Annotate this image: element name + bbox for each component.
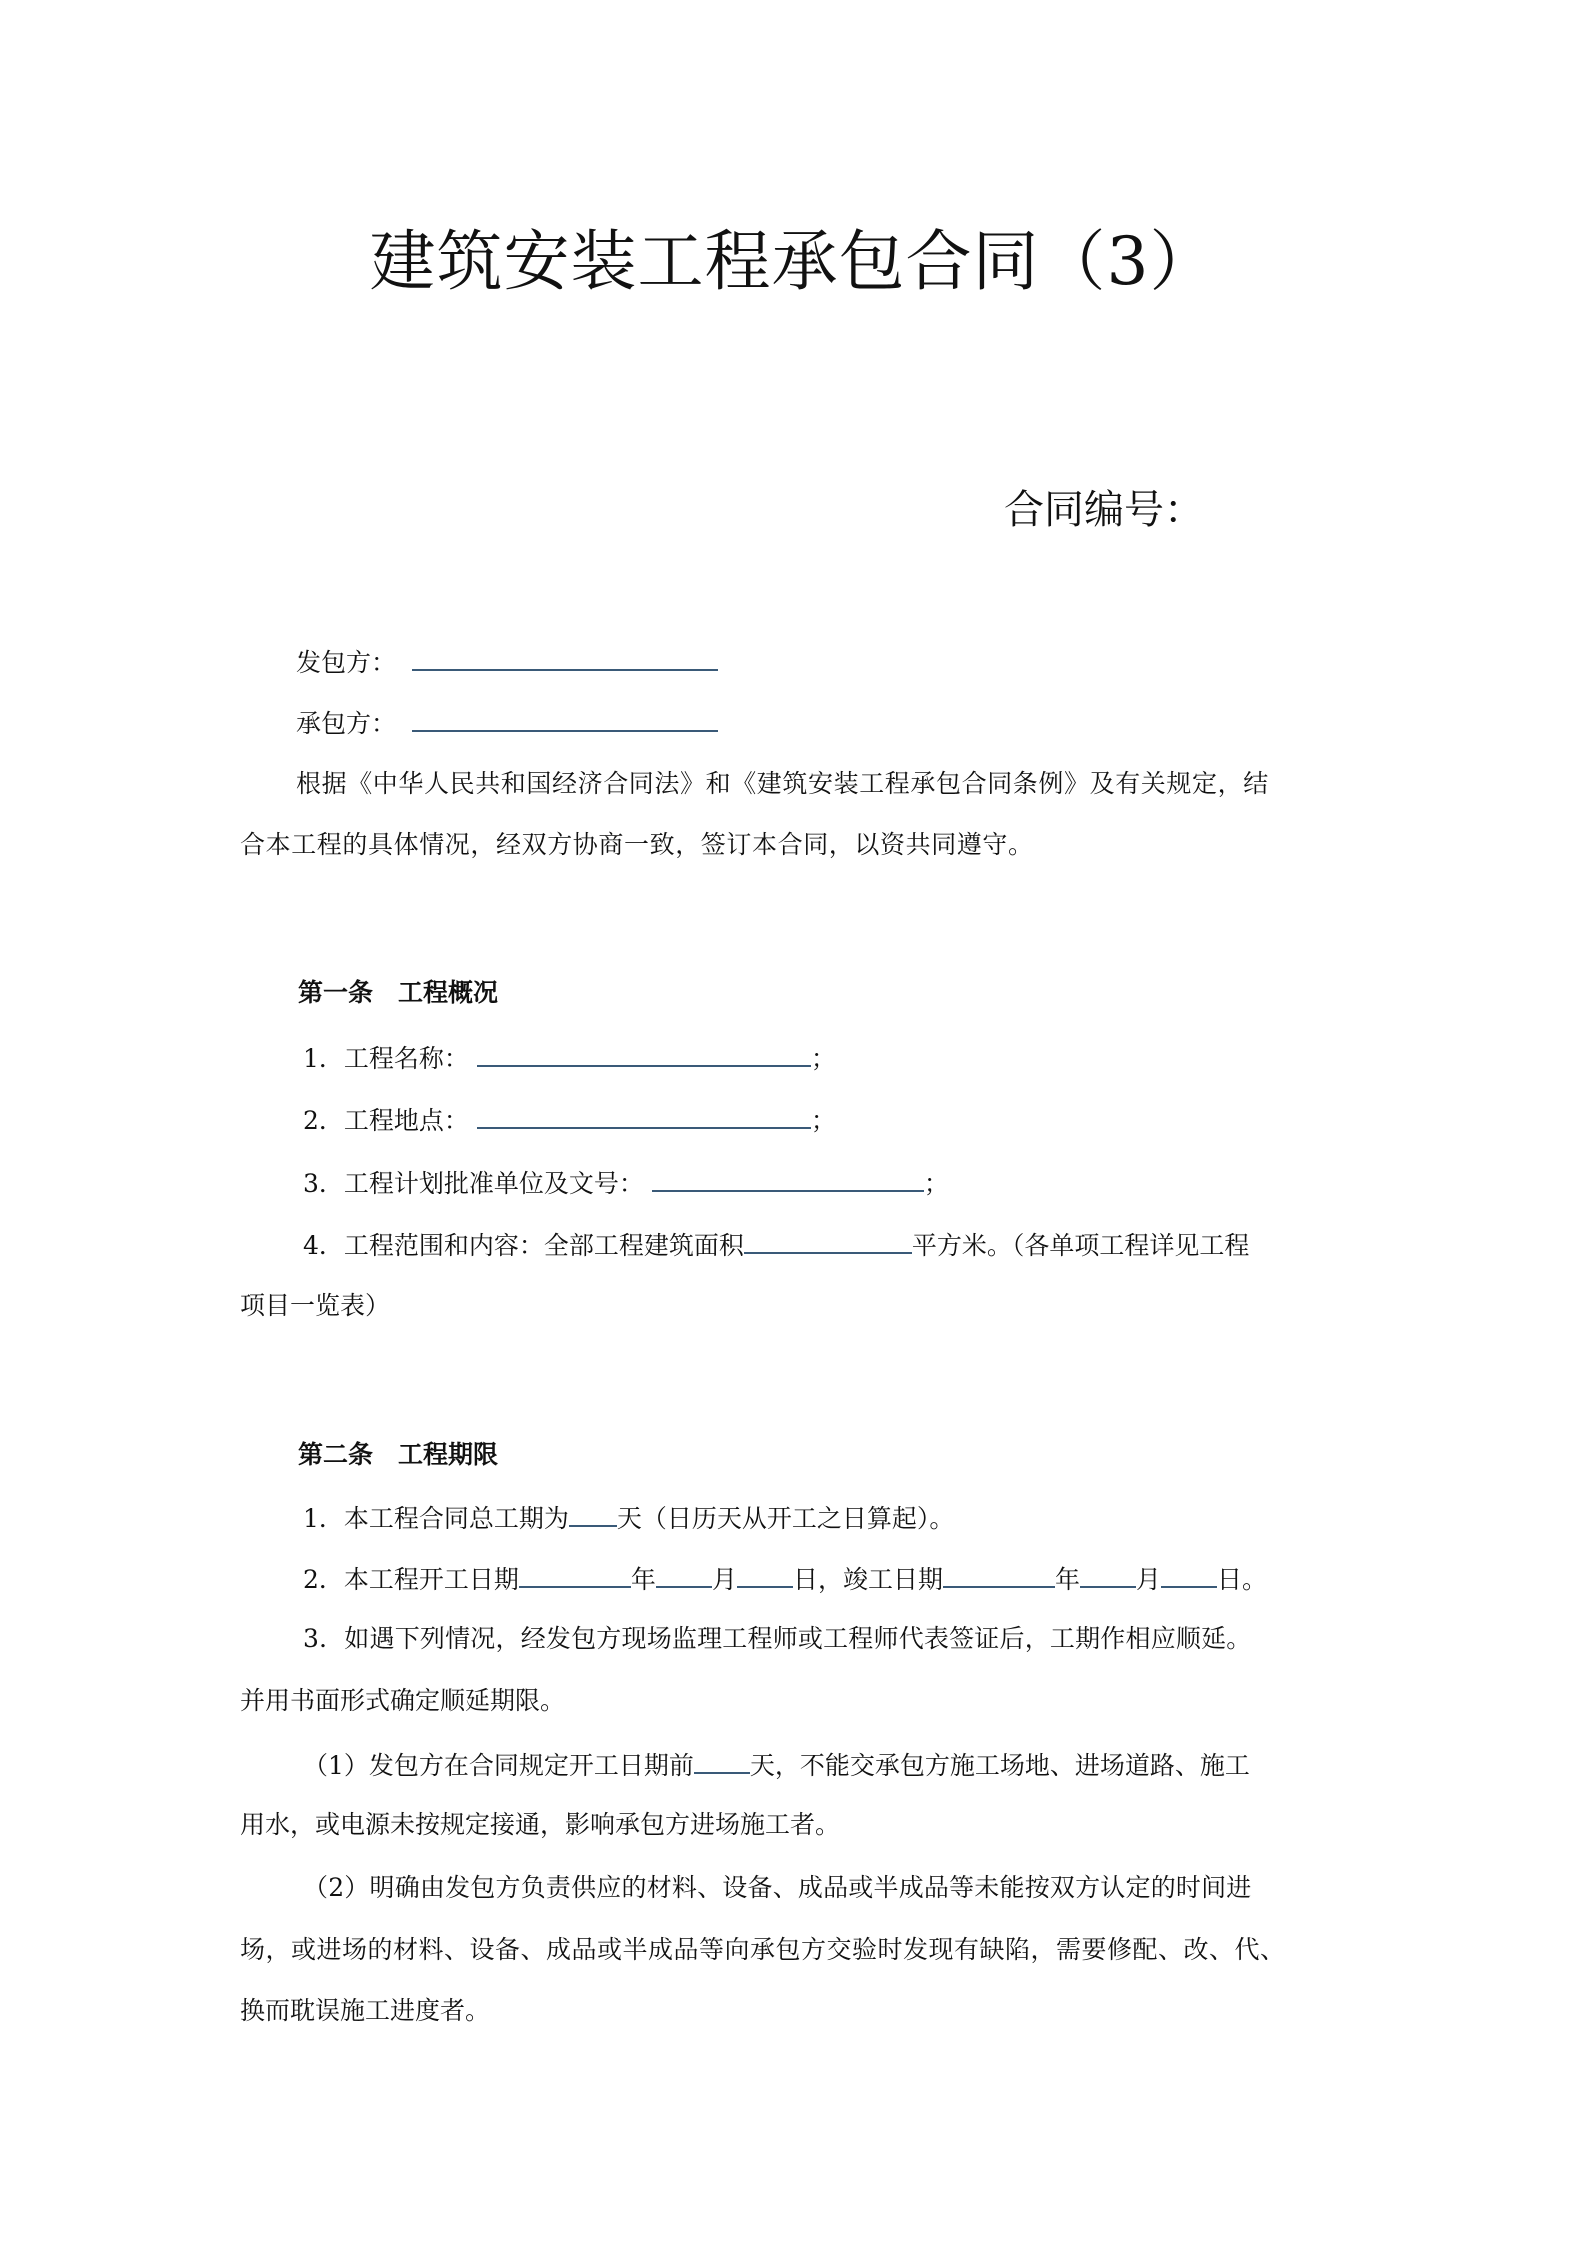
article-2-item-3-line-1: 3．如遇下列情况，经发包方现场监理工程师或工程师代表签证后，工期作相应顺延。 bbox=[303, 1624, 1252, 1653]
semicolon: ； bbox=[810, 1044, 836, 1073]
month-label: 月 bbox=[711, 1565, 737, 1594]
sub-1-text: 天，不能交承包方施工场地、进场道路、施工 bbox=[749, 1751, 1250, 1780]
sub-1-days-blank[interactable] bbox=[694, 1748, 750, 1774]
preamble-line-2: 合本工程的具体情况，经双方协商一致，签订本合同，以资共同遵守。 bbox=[240, 830, 1034, 859]
total-duration-label: 1．本工程合同总工期为 bbox=[303, 1504, 569, 1533]
article-1-heading: 第一条 工程概况 bbox=[298, 978, 499, 1007]
article-2-heading: 第二条 工程期限 bbox=[298, 1440, 499, 1469]
contractor-field bbox=[296, 706, 718, 739]
article-2-sub-2-line-3: 换而耽误施工进度者。 bbox=[240, 1996, 491, 2025]
document-title: 建筑安装工程承包合同（3） bbox=[369, 223, 1217, 300]
employer-field bbox=[296, 645, 718, 678]
contractor-blank[interactable] bbox=[412, 706, 718, 732]
article-2-sub-2-line-1: （2）明确由发包方负责供应的材料、设备、成品或半成品等未能按双方认定的时间进 bbox=[303, 1873, 1252, 1902]
article-1-item-4 bbox=[303, 1228, 1249, 1261]
contract-number-label: 合同编号： bbox=[1004, 487, 1204, 533]
scope-label: 4．工程范围和内容：全部工程建筑面积 bbox=[303, 1231, 744, 1260]
start-year-blank[interactable] bbox=[519, 1562, 631, 1588]
employer-blank[interactable] bbox=[412, 645, 718, 671]
completion-date-label: 日，竣工日期 bbox=[792, 1565, 943, 1594]
end-month-blank[interactable] bbox=[1080, 1562, 1136, 1588]
article-1-item-1 bbox=[303, 1041, 836, 1074]
semicolon: ； bbox=[923, 1169, 949, 1198]
project-name-label: 1．工程名称： bbox=[303, 1044, 469, 1073]
article-2-item-2 bbox=[303, 1562, 1267, 1595]
year-label: 年 bbox=[630, 1565, 656, 1594]
end-year-blank[interactable] bbox=[943, 1562, 1055, 1588]
article-1-item-4-cont: 项目一览表） bbox=[240, 1291, 391, 1320]
project-name-blank[interactable] bbox=[477, 1041, 811, 1067]
approval-unit-blank[interactable] bbox=[652, 1166, 924, 1192]
start-date-label: 2．本工程开工日期 bbox=[303, 1565, 519, 1594]
day-label: 日。 bbox=[1217, 1565, 1268, 1594]
article-2-item-1 bbox=[303, 1501, 954, 1534]
scope-unit: 平方米。（各单项工程详见工程 bbox=[911, 1231, 1250, 1260]
total-days-blank[interactable] bbox=[569, 1501, 617, 1527]
article-1-item-3 bbox=[303, 1166, 949, 1199]
article-2-sub-1-cont: 用水，或电源未按规定接通，影响承包方进场施工者。 bbox=[240, 1810, 841, 1839]
preamble-line-1: 根据《中华人民共和国经济合同法》和《建筑安装工程承包合同条例》及有关规定，结 bbox=[296, 769, 1269, 798]
article-2-item-3-line-2: 并用书面形式确定顺延期限。 bbox=[240, 1686, 566, 1715]
semicolon: ； bbox=[810, 1106, 836, 1135]
building-area-blank[interactable] bbox=[744, 1228, 912, 1254]
project-location-blank[interactable] bbox=[477, 1103, 811, 1129]
end-day-blank[interactable] bbox=[1161, 1562, 1217, 1588]
year-label: 年 bbox=[1054, 1565, 1080, 1594]
total-duration-note: 天（日历天从开工之日算起）。 bbox=[616, 1504, 955, 1533]
month-label: 月 bbox=[1135, 1565, 1161, 1594]
start-month-blank[interactable] bbox=[656, 1562, 712, 1588]
sub-1-label: （1）发包方在合同规定开工日期前 bbox=[303, 1751, 694, 1780]
employer-label: 发包方： bbox=[296, 648, 397, 677]
article-2-sub-1 bbox=[303, 1748, 1250, 1781]
contractor-label: 承包方： bbox=[296, 709, 397, 738]
article-1-item-2 bbox=[303, 1103, 836, 1136]
project-location-label: 2．工程地点： bbox=[303, 1106, 469, 1135]
approval-unit-label: 3．工程计划批准单位及文号： bbox=[303, 1169, 644, 1198]
article-2-sub-2-line-2: 场，或进场的材料、设备、成品或半成品等向承包方交验时发现有缺陷，需要修配、改、代、 bbox=[240, 1935, 1286, 1964]
start-day-blank[interactable] bbox=[737, 1562, 793, 1588]
